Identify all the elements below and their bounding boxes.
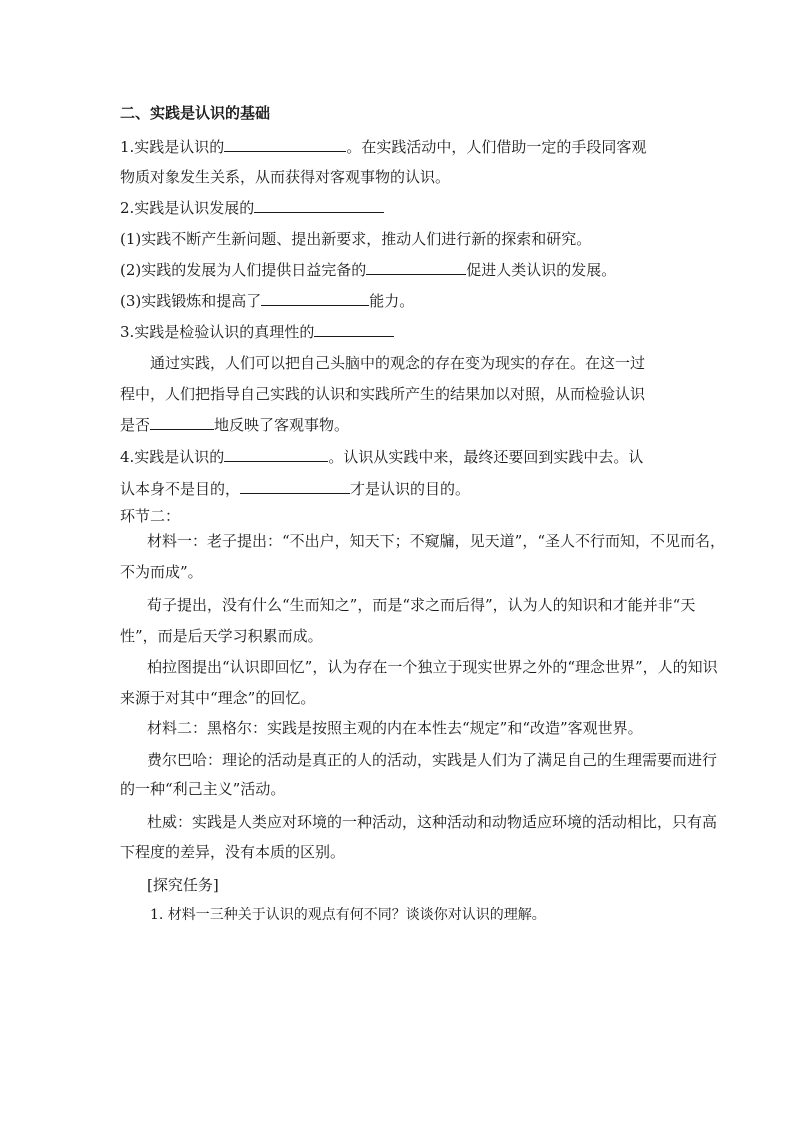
task-label: [探究任务] — [147, 876, 219, 894]
text: 地反映了客观事物。 — [214, 416, 350, 434]
feuerbach-line-1: 费尔巴哈：理论的活动是真正的人的活动，实践是人们为了满足自己的生理需要而进行 — [147, 751, 718, 769]
point-1-line-1 — [120, 136, 646, 157]
plato-line-2: 来源于对其中“理念”的回忆。 — [120, 689, 316, 707]
point-2-1: (1)实践不断产生新问题、提出新要求，推动人们进行新的探索和研究。 — [120, 230, 592, 248]
fill-blank[interactable] — [224, 449, 328, 462]
text: 。认识从实践中来，最终还要回到实践中去。认 — [328, 448, 644, 466]
point-3 — [120, 321, 394, 342]
fill-blank[interactable] — [254, 200, 384, 213]
text: 3.实践是检验认识的真理性的 — [120, 323, 315, 341]
fill-blank[interactable] — [224, 139, 346, 152]
fill-blank[interactable] — [314, 324, 394, 337]
fill-blank[interactable] — [366, 262, 466, 275]
material-2: 材料二：黑格尔：实践是按照主观的内在本性去“规定”和“改造”客观世界。 — [147, 719, 643, 737]
xunzi-line-1: 荀子提出，没有什么“生而知之”，而是“求之而后得”，认为人的知识和才能并非“天 — [147, 596, 696, 614]
fill-blank[interactable] — [261, 293, 369, 306]
text: 1.实践是认识的 — [120, 138, 225, 156]
text: 是否 — [120, 416, 151, 434]
dewey-line-2: 下程度的差异，没有本质的区别。 — [120, 843, 346, 861]
point-4-line-2 — [120, 478, 470, 499]
fill-blank[interactable] — [150, 417, 214, 430]
link-2-label: 环节二： — [120, 507, 181, 525]
point-3-body-line-1: 通过实践，人们可以把自己头脑中的观念的存在变为现实的存在。在这一过 — [150, 354, 646, 372]
material-1-line-1: 材料一：老子提出：“不出户，知天下；不窥牖，见天道”，“圣人不行而知，不见而名， — [147, 532, 726, 550]
point-3-body-line-2: 程中，人们把指导自己实践的认识和实践所产生的结果加以对照，从而检验认识 — [120, 385, 646, 403]
xunzi-line-2: 性”，而是后天学习积累而成。 — [120, 627, 323, 645]
text: 能力。 — [369, 292, 415, 310]
text: (2)实践的发展为人们提供日益完备的 — [120, 261, 367, 279]
text: (3)实践锻炼和提高了 — [120, 292, 262, 310]
text: 2.实践是认识发展的 — [120, 199, 255, 217]
point-2-2 — [120, 259, 616, 280]
point-4-line-1 — [120, 446, 643, 467]
text: 认本身不是目的， — [120, 480, 241, 498]
fill-blank[interactable] — [240, 481, 350, 494]
text: 4.实践是认识的 — [120, 448, 225, 466]
feuerbach-line-2: 的一种“利己主义”活动。 — [120, 780, 286, 798]
text: 。在实践活动中，人们借助一定的手段同客观 — [346, 138, 647, 156]
dewey-line-1: 杜威：实践是人类应对环境的一种活动，这种活动和动物适应环境的活动相比，只有高 — [147, 813, 718, 831]
point-3-body-line-3 — [120, 414, 349, 435]
text: 才是认识的目的。 — [350, 480, 471, 498]
point-2 — [120, 197, 384, 218]
point-1-line-2: 物质对象发生关系，从而获得对客观事物的认识。 — [120, 168, 451, 186]
point-2-3 — [120, 290, 414, 311]
text: 促进人类认识的发展。 — [466, 261, 617, 279]
section-heading: 二、实践是认识的基础 — [120, 104, 271, 122]
material-1-line-2: 不为而成”。 — [120, 563, 203, 581]
task-1: 1. 材料一三种关于认识的观点有何不同？谈谈你对认识的理解。 — [150, 907, 546, 923]
plato-line-1: 柏拉图提出“认识即回忆”，认为存在一个独立于现实世界之外的“理念世界”，人的知识 — [147, 658, 718, 676]
